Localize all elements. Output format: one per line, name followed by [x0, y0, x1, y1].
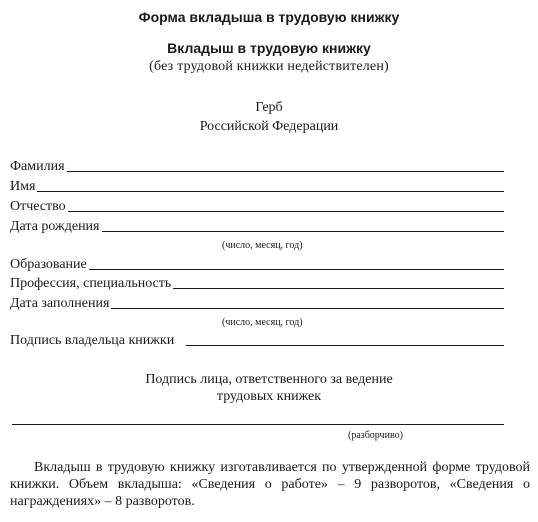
responsible-line-2: трудовых книжек [216, 389, 322, 404]
footer-note: Вкладыш в трудовую книжку изготавливается по утвержденной форме трудовой книжки. Объем вкладыша: «Сведения о работе» – 9 разворотов, «Сведения о награждениях» – 8 разворотов. [10, 460, 530, 509]
surname-label: Фамилия [10, 159, 65, 174]
name-label: Имя [10, 179, 36, 194]
fill-date-line [111, 308, 504, 309]
document-subtitle: (без трудовой книжки недействителен) [149, 59, 389, 74]
responsible-line-1: Подпись лица, ответственного за ведение [145, 372, 393, 387]
owner-signature-field[interactable] [10, 330, 504, 349]
profession-field[interactable] [10, 273, 504, 292]
responsible-signature-line[interactable] [12, 424, 504, 425]
education-field[interactable] [10, 254, 504, 273]
profession-label: Профессия, специальность [10, 276, 172, 291]
owner-signature-label: Подпись владельца книжки [10, 333, 175, 348]
profession-line [173, 288, 504, 289]
document-title: Вкладыш в трудовую книжку [167, 40, 371, 56]
name-field[interactable] [10, 176, 504, 195]
education-label: Образование [10, 257, 87, 272]
fill-date-label: Дата заполнения [10, 296, 110, 311]
fill-date-field[interactable] [10, 293, 504, 312]
name-line [37, 191, 504, 192]
form-heading: Форма вкладыша в трудовую книжку [138, 9, 400, 25]
birth-date-hint: (число, месяц, год) [222, 240, 303, 251]
patronymic-field[interactable] [10, 196, 504, 215]
birth-date-line [102, 231, 505, 232]
patronymic-line [68, 211, 504, 212]
owner-signature-line [186, 345, 504, 346]
fill-date-hint: (число, месяц, год) [222, 317, 303, 328]
birth-date-field[interactable] [10, 216, 504, 235]
legible-hint: (разборчиво) [348, 430, 403, 441]
surname-field[interactable] [10, 156, 504, 175]
surname-line [67, 171, 504, 172]
emblem-line-2: Российской Федерации [199, 119, 339, 134]
patronymic-label: Отчество [10, 199, 66, 214]
birth-date-label: Дата рождения [10, 219, 100, 234]
emblem-line-1: Герб [255, 100, 283, 115]
education-line [89, 269, 504, 270]
